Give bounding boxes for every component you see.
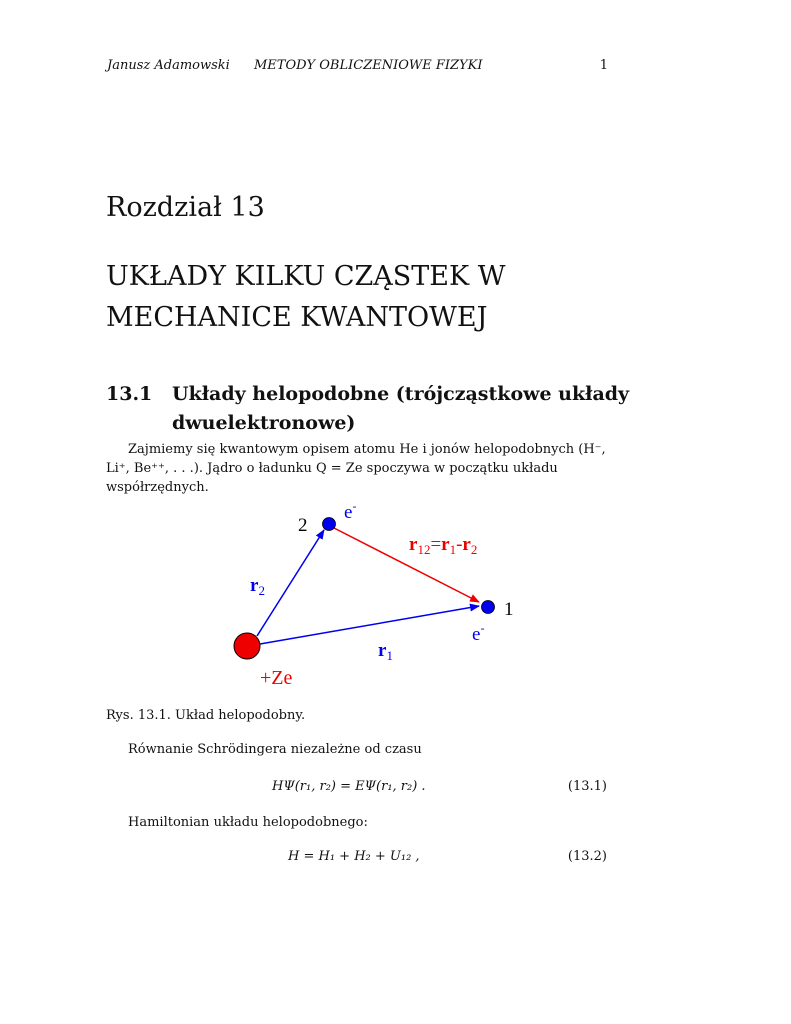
equation-13-1 <box>106 779 611 799</box>
nucleus <box>234 633 260 659</box>
label-r12-sub: 12 <box>417 542 431 557</box>
label-e2: e- <box>344 499 357 523</box>
label-1: 1 <box>504 599 514 620</box>
schrodinger-paragraph: Równanie Schrödingera niezależne od czasu <box>128 742 422 757</box>
figure-caption: Rys. 13.1. Układ helopodobny. <box>106 708 306 723</box>
label-e1: e- <box>472 621 485 645</box>
label-2: 2 <box>298 515 308 536</box>
equation-13-2-number: (13.2) <box>567 849 607 864</box>
label-r2: $r_2$ <box>250 575 265 598</box>
chapter-title-line-1: UKŁADY KILKU CZĄSTEK W <box>106 261 506 292</box>
hamiltonian-paragraph: Hamiltonian układu helopodobnego: <box>128 815 368 830</box>
section-title <box>172 380 642 438</box>
label-r1-sub: 1 <box>386 648 393 663</box>
label-r12: $r_{12}=r_1-r_2$ <box>409 534 478 557</box>
equation-13-1-number: (13.1) <box>567 779 607 794</box>
page-number: 1 <box>599 58 608 73</box>
section-title-line-1: Układy helopodobne (trójcząstkowe układy <box>172 383 630 405</box>
label-r2-sub: 2 <box>258 583 265 598</box>
vector-r1 <box>260 606 479 644</box>
chapter-label: Rozdział 13 <box>106 192 265 223</box>
label-r12-r1: r <box>441 534 450 555</box>
vector-r2 <box>257 530 324 636</box>
label-r12-eq: = <box>430 534 442 555</box>
electron-1 <box>482 601 495 614</box>
header-author: Janusz Adamowski <box>107 58 230 73</box>
electron-2 <box>323 518 336 531</box>
label-e1-sup: - <box>480 621 485 635</box>
label-nucleus: +Ze <box>260 667 293 689</box>
intro-paragraph: Zajmiemy się kwantowym opisem atomu He i jonów helopodobnych (H⁻, Li⁺, Be⁺⁺, . . .). Jądro o ładunku Q = Ze spoczywa w początku układu współrzędnych. <box>106 442 606 495</box>
chapter-title <box>106 256 506 338</box>
label-r12-r1-sub: 1 <box>449 542 457 557</box>
section-title-line-2: dwuelektronowe) <box>172 412 356 434</box>
label-r12-r2-sub: 2 <box>470 542 478 557</box>
chapter-title-line-2: MECHANICE KWANTOWEJ <box>106 302 488 333</box>
label-r12-r2: r <box>462 534 471 555</box>
running-header <box>107 58 612 78</box>
section-number: 13.1 <box>106 383 153 405</box>
header-book-title: METODY OBLICZENIOWE FIZYKI <box>254 58 483 73</box>
label-e2-sup: - <box>352 499 357 513</box>
helium-system-diagram <box>200 498 540 698</box>
label-r12-dash: - <box>456 534 463 555</box>
equation-13-2-body: H = H₁ + H₂ + U₁₂ , <box>288 849 420 864</box>
equation-13-2 <box>106 849 611 869</box>
label-r1: $r_1$ <box>378 640 393 663</box>
equation-13-1-body: HΨ(r₁, r₂) = EΨ(r₁, r₂) . <box>272 779 426 794</box>
